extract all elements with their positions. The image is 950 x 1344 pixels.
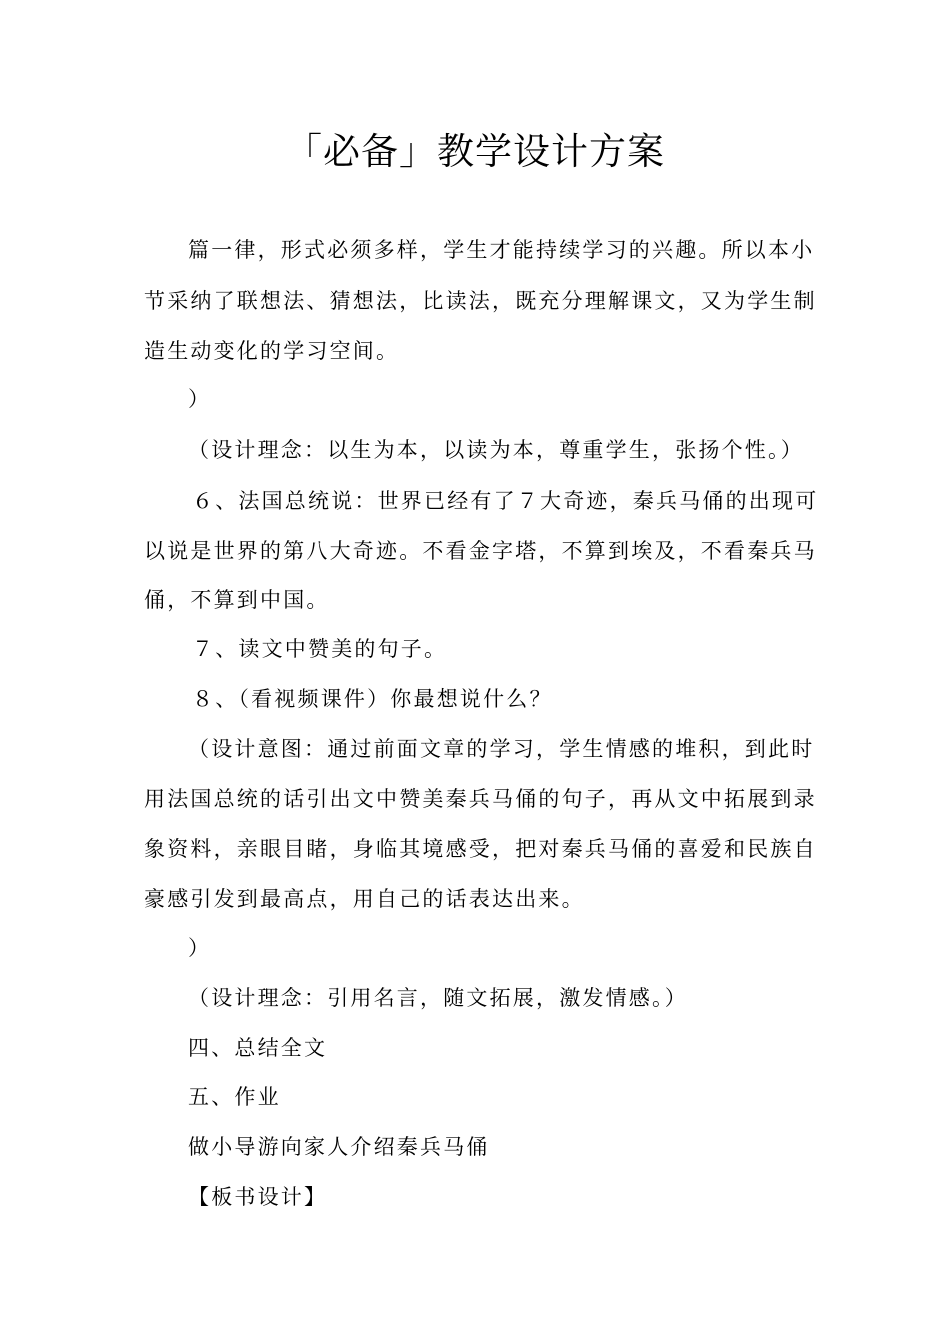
paragraph-line: 豪感引发到最高点，用自己的话表达出来。 — [144, 887, 585, 911]
paragraph-line: （设计理念：以生为本，以读为本，尊重学生，张扬个性。） — [188, 438, 804, 462]
section-heading: 五、作业 — [188, 1085, 281, 1109]
paragraph-line: ７、读文中赞美的句子。 — [192, 637, 448, 661]
paragraph-line: （设计意图：通过前面文章的学习，学生情感的堆积，到此时 — [188, 737, 815, 761]
paragraph-line: 做小导游向家人介绍秦兵马俑 — [188, 1135, 490, 1159]
paragraph-line: 用法国总统的话引出文中赞美秦兵马俑的句子，再从文中拓展到录 — [144, 787, 817, 811]
paragraph-line: 以说是世界的第八大奇迹。不看金字塔，不算到埃及，不看秦兵马 — [144, 539, 817, 563]
section-heading: 四、总结全文 — [188, 1036, 328, 1060]
paragraph-line: ） — [188, 387, 212, 411]
paragraph-line: 象资料，亲眼目睹，身临其境感受，把对秦兵马俑的喜爱和民族自 — [144, 837, 817, 861]
paragraph-line: 篇一律，形式必须多样，学生才能持续学习的兴趣。所以本小 — [188, 238, 815, 262]
paragraph-line: ） — [188, 936, 212, 960]
paragraph-line: 俑，不算到中国。 — [144, 588, 330, 612]
paragraph-line: ８、（看视频课件）你最想说什么？ — [192, 687, 553, 711]
paragraph-line: 造生动变化的学习空间。 — [144, 339, 400, 363]
section-heading: 【板书设计】 — [188, 1185, 328, 1209]
document-title: 「必备」教学设计方案 — [285, 130, 665, 173]
paragraph-line: （设计理念：引用名言，随文拓展，激发情感。） — [188, 986, 688, 1010]
paragraph-line: 节采纳了联想法、猜想法，比读法，既充分理解课文，又为学生制 — [144, 289, 817, 313]
paragraph-line: ６、法国总统说：世界已经有了７大奇迹，秦兵马俑的出现可 — [192, 489, 819, 513]
